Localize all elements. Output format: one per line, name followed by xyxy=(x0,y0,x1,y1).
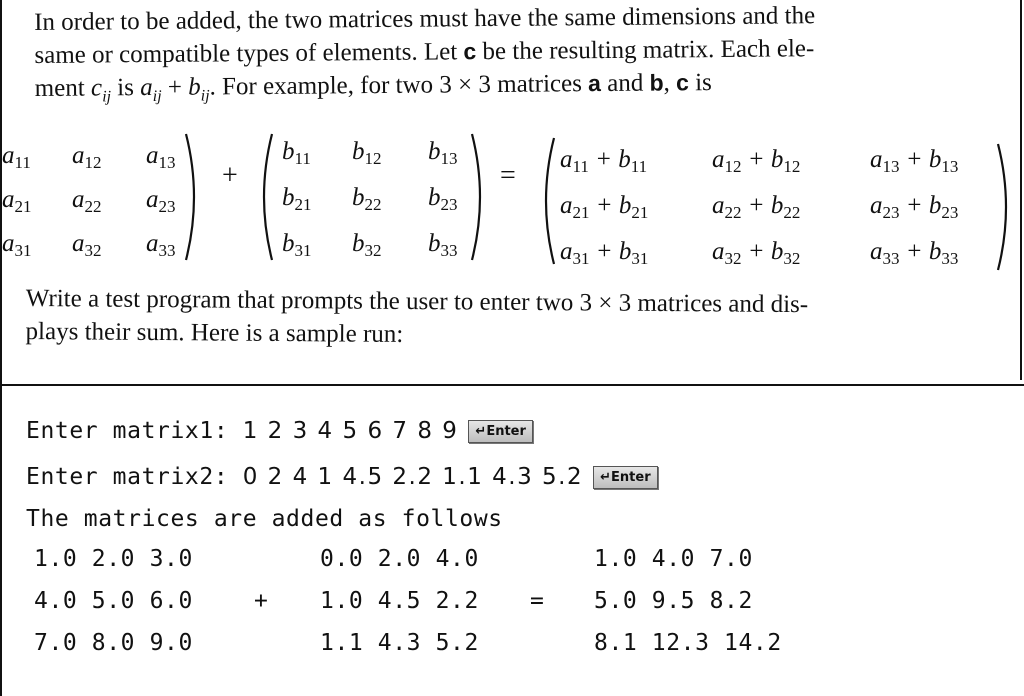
matrix-b-cell: $b_{32}$ xyxy=(352,230,382,260)
task-line-2: plays their sum. Here is a sample run: xyxy=(25,317,404,348)
enter-key-icon: ↵Enter xyxy=(468,420,532,443)
matrix-c-cell: $a_{23} + b_{23}$ xyxy=(870,192,959,222)
intro-paragraph xyxy=(34,0,1010,114)
enter-key-icon: ↵Enter xyxy=(593,466,657,489)
matrix-a-cell: $a_{31}$ xyxy=(2,230,32,260)
matrix-a-cell: $a_{21}$ xyxy=(2,186,32,216)
matrix-a-cell: $a_{33}$ xyxy=(146,230,176,260)
matrix-a-cell: $a_{32}$ xyxy=(72,230,102,260)
result-row-m2: 1.0 4.5 2.2 xyxy=(320,588,479,614)
result-row-m2: 0.0 2.0 4.0 xyxy=(320,546,479,572)
matrix-b-cell: $b_{12}$ xyxy=(352,138,382,168)
matrix-equation xyxy=(0,120,1024,280)
matrix-c-cell: $a_{31} + b_{31}$ xyxy=(560,238,649,268)
matrix-c-cell: $a_{11} + b_{11}$ xyxy=(560,146,648,176)
matrix-b-left-paren xyxy=(254,132,276,262)
matrix-b-cell: $b_{11}$ xyxy=(282,138,311,168)
matrix-b-cell: $b_{23}$ xyxy=(428,184,458,214)
matrix-a-right-paren xyxy=(182,132,204,262)
matrix-a-cell: $a_{11}$ xyxy=(2,142,31,172)
matrix-b-cell: $b_{31}$ xyxy=(282,230,312,260)
matrix-b-cell: $b_{13}$ xyxy=(428,138,458,168)
matrix-c-right-paren xyxy=(994,142,1016,272)
sample-run-divider xyxy=(0,384,1024,386)
result-row-m1: 1.0 2.0 3.0 xyxy=(34,546,193,572)
task-paragraph xyxy=(25,282,1015,356)
result-row-m3: 8.1 12.3 14.2 xyxy=(594,630,782,656)
matrix-b-cell: $b_{33}$ xyxy=(428,230,458,260)
intro-line-1: In order to be added, the two matrices must have the same dimensions and the xyxy=(34,2,816,36)
result-row-m1: 4.0 5.0 6.0 xyxy=(34,588,193,614)
matrix-c-left-paren xyxy=(536,136,558,266)
formula-bij: $b_{ij}$ xyxy=(188,73,210,105)
task-line-1: Write a test program that prompts the user to enter two 3 × 3 matrices and dis- xyxy=(25,284,809,319)
result-row-m2: 1.1 4.3 5.2 xyxy=(320,630,479,656)
intro-line-2: same or compatible types of elements. Let c be the resulting matrix. Each ele- xyxy=(34,35,815,69)
formula-cij: $c_{ij}$ xyxy=(90,74,112,106)
matrix-c-cell: $a_{22} + b_{22}$ xyxy=(712,192,801,222)
matrix-a-cell: $a_{22}$ xyxy=(72,186,102,216)
plus-sign: + xyxy=(222,160,238,191)
sample-run-line-1: Enter matrix1: 1 2 3 4 5 6 7 8 9 ↵Enter xyxy=(26,418,533,444)
matrix2-input: 0 2 4 1 4.5 2.2 1.1 4.3 5.2 xyxy=(242,464,584,490)
page-border-left xyxy=(0,0,2,696)
sample-run-line-2: Enter matrix2: 0 2 4 1 4.5 2.2 1.1 4.3 5.2 ↵Enter xyxy=(26,464,658,490)
matrix-c-cell: $a_{12} + b_{12}$ xyxy=(712,146,801,176)
intro-line-3: ment $c_{ij}$ is $a_{ij} + b_{ij}$. For example, for two 3 × 3 matrices a and b, c is xyxy=(34,69,712,106)
matrix-a-cell: $a_{23}$ xyxy=(146,186,176,216)
result-row-op: + xyxy=(254,588,269,614)
result-row-m1: 7.0 8.0 9.0 xyxy=(34,630,193,656)
equals-sign: = xyxy=(500,160,516,191)
matrix-c-cell: $a_{33} + b_{33}$ xyxy=(870,238,959,268)
result-row-eq: = xyxy=(530,588,545,614)
matrix-c-cell: $a_{32} + b_{32}$ xyxy=(712,238,801,268)
formula-aij: $a_{ij}$ xyxy=(140,73,162,105)
matrix-b-cell: $b_{21}$ xyxy=(282,184,312,214)
result-header: The matrices are added as follows xyxy=(26,506,503,532)
matrix-c-cell: $a_{21} + b_{21}$ xyxy=(560,192,649,222)
matrix1-input: 1 2 3 4 5 6 7 8 9 xyxy=(242,418,459,444)
matrix-b-cell: $b_{22}$ xyxy=(352,184,382,214)
matrix-b-right-paren xyxy=(468,132,490,262)
result-row-m3: 1.0 4.0 7.0 xyxy=(594,546,753,572)
matrix-a-cell: $a_{12}$ xyxy=(72,142,102,172)
matrix-a-cell: $a_{13}$ xyxy=(146,142,176,172)
matrix-c-cell: $a_{13} + b_{13}$ xyxy=(870,146,959,176)
result-row-m3: 5.0 9.5 8.2 xyxy=(594,588,753,614)
var-c: c xyxy=(463,38,477,65)
